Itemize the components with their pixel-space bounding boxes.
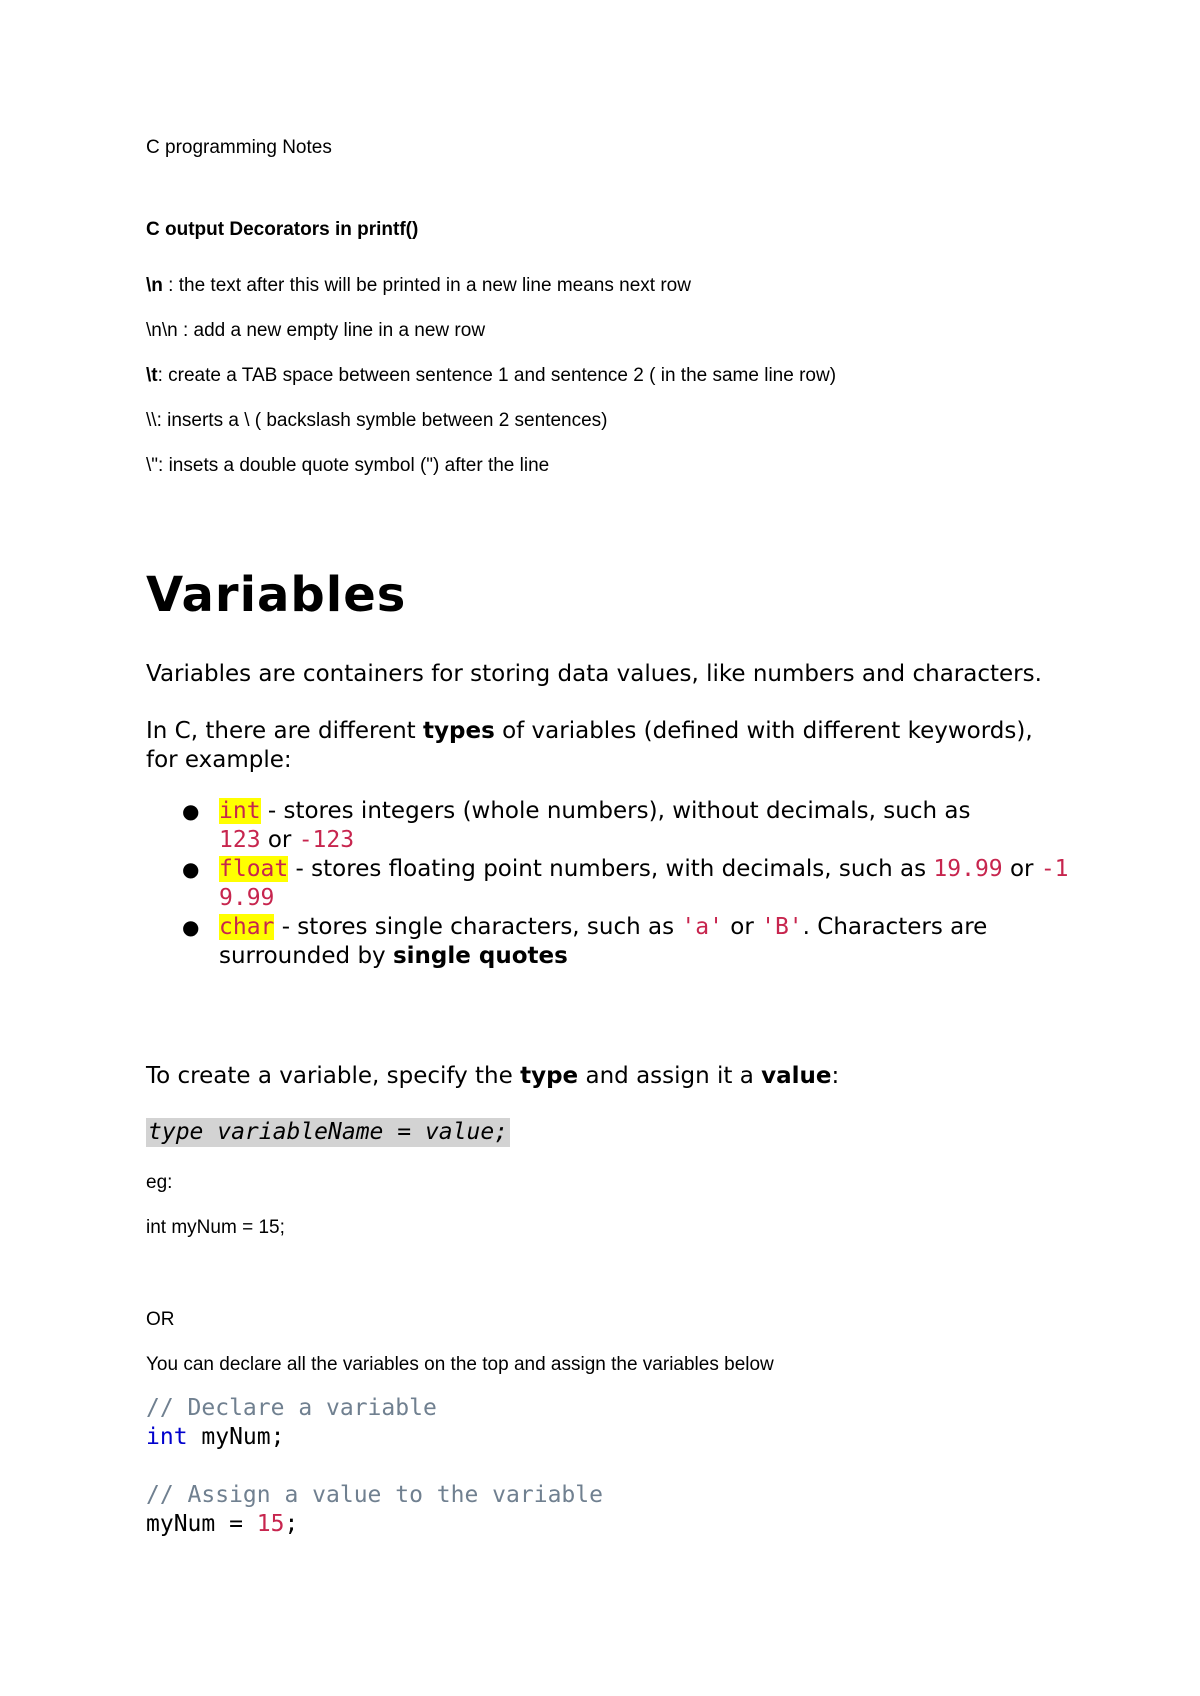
section-heading-output-decorators: C output Decorators in printf() — [146, 219, 419, 240]
list-item-int — [146, 797, 979, 855]
bullet-icon: ● — [182, 799, 200, 823]
example-value: 123 — [219, 827, 261, 853]
example-value: 'a' — [681, 914, 723, 940]
decorator-item — [146, 274, 691, 298]
create-text: : — [831, 1063, 840, 1089]
list-item-float — [146, 855, 1089, 913]
code-text: ; — [284, 1511, 299, 1537]
code-keyword: int — [146, 1424, 188, 1450]
type-desc: or — [1002, 856, 1041, 882]
eg-code: int myNum = 15; — [146, 1217, 285, 1238]
code-text: myNum; — [187, 1424, 285, 1450]
variables-intro: Variables are containers for storing data values, like numbers and characters. — [146, 661, 1042, 687]
decorator-item — [146, 454, 549, 478]
type-desc: or — [260, 827, 299, 853]
decorator-desc: : inserts a \ ( backslash symble between 2 sentences) — [156, 410, 608, 431]
type-desc: . Characters are surrounded by — [219, 914, 988, 969]
types-intro-text: In C, there are different — [146, 718, 424, 744]
example-value: 'B' — [761, 914, 803, 940]
create-bold-type: type — [520, 1063, 579, 1089]
syntax-example: type variableName = value; — [148, 1119, 509, 1145]
declare-note: You can declare all the variables on the top and assign the variables below — [146, 1354, 774, 1375]
keyword-int: int — [219, 798, 261, 824]
create-variable-sentence — [146, 1062, 839, 1091]
decorator-code: \n\n — [146, 320, 178, 341]
decorator-code: \" — [146, 455, 159, 476]
example-value: 19.99 — [933, 856, 1003, 882]
code-comment: // Assign a value to the variable — [146, 1482, 603, 1508]
or-label: OR — [146, 1309, 175, 1330]
keyword-float: float — [219, 856, 289, 882]
types-list — [146, 797, 1086, 971]
types-keyword: types — [423, 718, 495, 744]
code-text: myNum = — [146, 1511, 257, 1537]
example-value: -19.99 — [219, 856, 1069, 911]
type-desc: or — [722, 914, 762, 940]
code-line — [146, 1423, 284, 1452]
code-line — [146, 1510, 298, 1539]
types-intro-text: of variables (defined with different keywords), for example: — [146, 718, 1033, 773]
decorator-desc: : the text after this will be printed in a new line means next row — [162, 275, 691, 296]
keyword-char: char — [219, 914, 275, 940]
type-desc: - stores integers (whole numbers), without decimals, such as — [260, 798, 971, 824]
code-number: 15 — [256, 1511, 285, 1537]
bullet-icon: ● — [182, 857, 200, 881]
decorator-item — [146, 364, 836, 388]
decorator-code: \n — [146, 275, 163, 296]
decorator-code: \\ — [146, 410, 157, 431]
decorator-item — [146, 409, 608, 433]
create-text: and assign it a — [578, 1063, 762, 1089]
list-item-char — [146, 913, 1089, 971]
create-bold-value: value — [761, 1063, 832, 1089]
type-desc: - stores floating point numbers, with decimals, such as — [288, 856, 934, 882]
types-intro — [146, 717, 1066, 775]
type-desc-bold: single quotes — [392, 943, 568, 969]
doc-title: C programming Notes — [146, 137, 332, 158]
variables-heading: Variables — [146, 567, 407, 623]
decorator-desc: : create a TAB space between sentence 1 and sentence 2 ( in the same line row) — [157, 365, 837, 386]
create-text: To create a variable, specify the — [146, 1063, 521, 1089]
eg-label: eg: — [146, 1172, 173, 1193]
bullet-icon: ● — [182, 915, 200, 939]
type-desc: - stores single characters, such as — [274, 914, 682, 940]
decorator-item — [146, 319, 485, 343]
decorator-code: \t — [146, 365, 158, 386]
decorator-desc: : add a new empty line in a new row — [177, 320, 486, 341]
decorator-desc: : insets a double quote symbol (") after the line — [158, 455, 550, 476]
example-value: -123 — [298, 827, 355, 853]
code-comment: // Declare a variable — [146, 1395, 437, 1421]
